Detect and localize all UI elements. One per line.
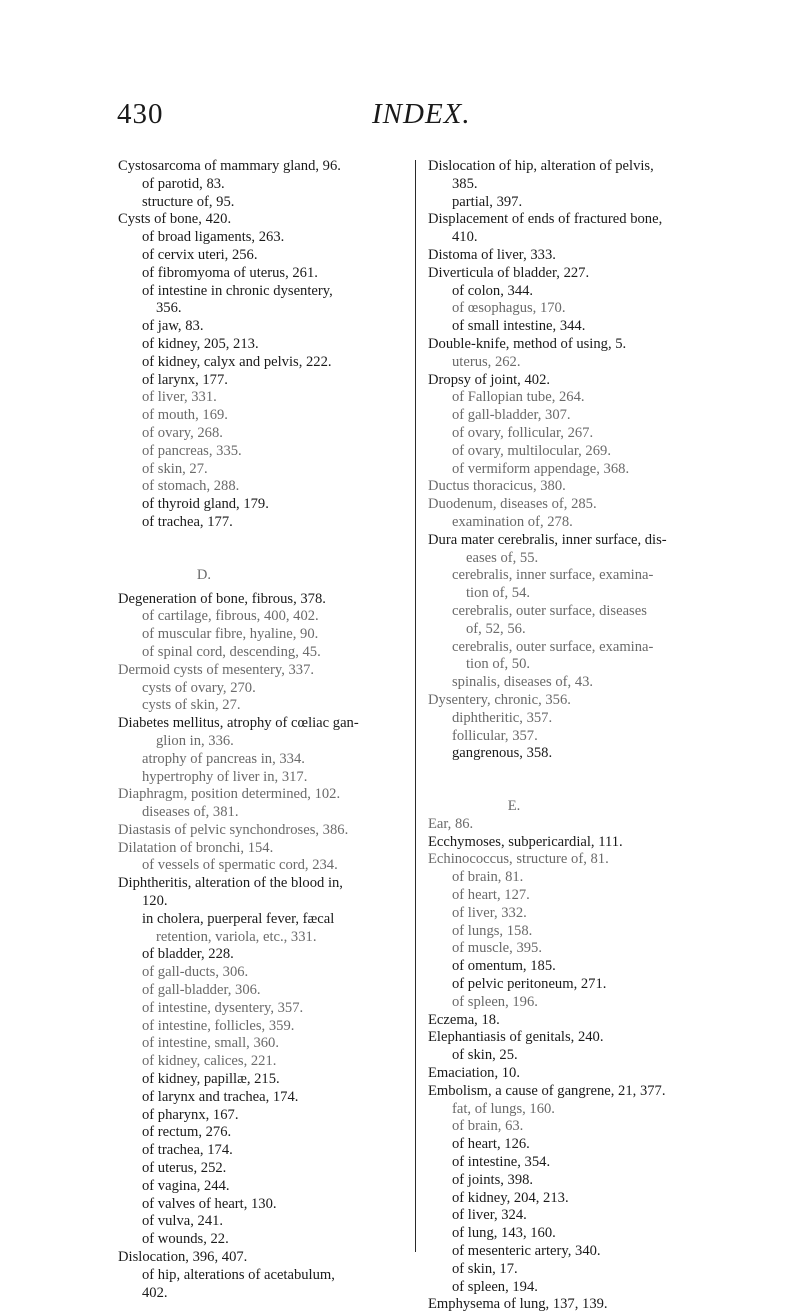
index-entry-continuation: retention, variola, etc., 331. (156, 928, 317, 945)
index-entry: Elephantiasis of genitals, 240. (428, 1029, 604, 1046)
index-subentry: fat, of lungs, 160. (452, 1100, 555, 1117)
index-entry: Dysentery, chronic, 356. (428, 691, 571, 708)
index-subentry: of uterus, 252. (142, 1160, 227, 1177)
index-entry: Diastasis of pelvic synchondroses, 386. (118, 821, 349, 838)
index-subentry: of thyroid gland, 179. (142, 496, 269, 513)
index-subentry: of rectum, 276. (142, 1124, 232, 1141)
index-subentry: in cholera, puerperal fever, fæcal (142, 910, 335, 927)
index-subentry: of larynx and trachea, 174. (142, 1088, 299, 1105)
running-head: INDEX. (372, 98, 471, 130)
index-subentry: of lungs, 158. (452, 922, 533, 939)
index-entry: Degeneration of bone, fibrous, 378. (118, 590, 326, 607)
index-subentry: of Fallopian tube, 264. (452, 389, 585, 406)
index-entry: Duodenum, diseases of, 285. (428, 496, 597, 513)
index-subentry: cerebralis, outer surface, diseases (452, 602, 647, 619)
page-number: 430 (117, 98, 164, 130)
index-subentry: of brain, 63. (452, 1118, 524, 1135)
index-subentry: of broad ligaments, 263. (142, 229, 285, 246)
index-entry: Eczema, 18. (428, 1011, 500, 1028)
index-entry: Diaphragm, position determined, 102. (118, 786, 341, 803)
index-subentry: cysts of ovary, 270. (142, 679, 256, 696)
index-entry: Cysts of bone, 420. (118, 211, 232, 228)
index-subentry: of spleen, 194. (452, 1278, 538, 1295)
index-subentry: of bladder, 228. (142, 946, 234, 963)
index-entry: Displacement of ends of fractured bone, (428, 211, 663, 228)
index-subentry: of kidney, calyx and pelvis, 222. (142, 353, 332, 370)
index-subentry: of brain, 81. (452, 869, 524, 886)
index-subentry: follicular, 357. (452, 727, 538, 744)
index-subentry: of kidney, 205, 213. (142, 335, 259, 352)
index-entry: Diphtheritis, alteration of the blood in, (118, 875, 343, 892)
index-subentry: of muscular fibre, hyaline, 90. (142, 626, 319, 643)
index-subentry: of omentum, 185. (452, 958, 556, 975)
page-header (0, 98, 800, 138)
index-subentry: of skin, 17. (452, 1260, 518, 1277)
index-subentry: of jaw, 83. (142, 318, 204, 335)
index-subentry: of fibromyoma of uterus, 261. (142, 264, 318, 281)
index-subentry: of small intestine, 344. (452, 318, 586, 335)
index-subentry: of spleen, 196. (452, 993, 538, 1010)
index-subentry: of skin, 25. (452, 1047, 518, 1064)
index-subentry: of ovary, 268. (142, 424, 223, 441)
index-subentry: of trachea, 174. (142, 1142, 233, 1159)
index-subentry: of intestine in chronic dysentery, (142, 282, 333, 299)
index-subentry: of kidney, calices, 221. (142, 1053, 277, 1070)
index-subentry: of vermiform appendage, 368. (452, 460, 630, 477)
index-subentry: of muscle, 395. (452, 940, 542, 957)
index-entry: Double-knife, method of using, 5. (428, 335, 627, 352)
index-entry: Ductus thoracicus, 380. (428, 478, 566, 495)
index-subentry: of heart, 126. (452, 1136, 530, 1153)
index-entry: Dislocation of hip, alteration of pelvis, (428, 158, 654, 174)
index-entry: Diabetes mellitus, atrophy of cœliac gan- (118, 715, 359, 732)
index-entry-continuation: 120. (142, 893, 168, 910)
index-subentry: of pancreas, 335. (142, 442, 242, 459)
index-subentry: of gall-bladder, 307. (452, 407, 571, 424)
index-subentry: of kidney, 204, 213. (452, 1189, 569, 1206)
index-subentry: of gall-ducts, 306. (142, 964, 249, 981)
index-subentry: of gall-bladder, 306. (142, 982, 261, 999)
index-subentry: cerebralis, inner surface, examina- (452, 567, 654, 584)
index-subentry: of pelvic peritoneum, 271. (452, 976, 607, 993)
index-subentry: of skin, 27. (142, 460, 208, 477)
index-subentry: of trachea, 177. (142, 513, 233, 530)
index-subentry: spinalis, diseases of, 43. (452, 674, 594, 691)
index-subentry: of liver, 324. (452, 1207, 527, 1224)
index-entry-continuation: glion in, 336. (156, 732, 234, 749)
index-subentry: of hip, alterations of acetabulum, (142, 1266, 335, 1283)
index-subentry: of œsophagus, 170. (452, 300, 566, 317)
index-entry: Emaciation, 10. (428, 1065, 520, 1082)
index-subentry: of vagina, 244. (142, 1177, 230, 1194)
index-subentry: hypertrophy of liver in, 317. (142, 768, 308, 785)
index-entry-continuation: tion of, 50. (466, 656, 531, 673)
index-subentry: of wounds, 22. (142, 1231, 229, 1248)
index-subentry: of intestine, dysentery, 357. (142, 999, 304, 1016)
index-subentry: of vessels of spermatic cord, 234. (142, 857, 338, 874)
column-divider (415, 160, 416, 1252)
index-entry: Diverticula of bladder, 227. (428, 264, 590, 281)
index-entry-continuation: 402. (142, 1284, 168, 1301)
index-subentry: of ovary, multilocular, 269. (452, 442, 611, 459)
index-subentry: of colon, 344. (452, 282, 534, 299)
index-subentry: of valves of heart, 130. (142, 1195, 277, 1212)
index-entry-continuation: 410. (452, 229, 478, 246)
index-entry: Dropsy of joint, 402. (428, 371, 551, 388)
section-letter: E. (507, 798, 521, 815)
section-spacer (118, 532, 410, 567)
index-subentry: of liver, 332. (452, 904, 527, 921)
index-subentry: of heart, 127. (452, 887, 530, 904)
index-entry-continuation: eases of, 55. (466, 549, 539, 566)
index-subentry: of lung, 143, 160. (452, 1225, 556, 1242)
index-column-right (428, 158, 720, 1314)
index-subentry: of larynx, 177. (142, 371, 228, 388)
index-entry-continuation: 385. (452, 175, 478, 192)
index-entry: Distoma of liver, 333. (428, 246, 556, 263)
index-subentry: of joints, 398. (452, 1171, 534, 1188)
index-subentry: of ovary, follicular, 267. (452, 424, 594, 441)
index-subentry: cysts of skin, 27. (142, 697, 241, 714)
index-subentry: gangrenous, 358. (452, 745, 553, 762)
index-subentry: of cartilage, fibrous, 400, 402. (142, 608, 319, 625)
index-subentry: of pharynx, 167. (142, 1106, 239, 1123)
index-subentry: of intestine, follicles, 359. (142, 1017, 295, 1034)
index-entry: Emphysema of lung, 137, 139. (428, 1296, 608, 1313)
index-subentry: uterus, 262. (452, 353, 521, 370)
index-entry: Echinococcus, structure of, 81. (428, 851, 609, 868)
index-entry: Embolism, a cause of gangrene, 21, 377. (428, 1082, 666, 1099)
index-subentry: of spinal cord, descending, 45. (142, 643, 321, 660)
index-subentry: of parotid, 83. (142, 175, 225, 192)
index-entry: Dilatation of bronchi, 154. (118, 839, 274, 856)
index-subentry: diseases of, 381. (142, 804, 239, 821)
index-subentry: partial, 397. (452, 193, 523, 210)
index-entry: Dislocation, 396, 407. (118, 1249, 248, 1266)
index-entry: Ecchymoses, subpericardial, 111. (428, 833, 623, 850)
index-entry: Dermoid cysts of mesentery, 337. (118, 661, 315, 678)
index-entry-continuation: of, 52, 56. (466, 620, 526, 637)
index-subentry: of intestine, 354. (452, 1154, 551, 1171)
index-entry: Dura mater cerebralis, inner surface, dis- (428, 531, 667, 548)
section-spacer (428, 763, 720, 798)
index-subentry: examination of, 278. (452, 513, 573, 530)
index-subentry: of vulva, 241. (142, 1213, 224, 1230)
index-subentry: structure of, 95. (142, 193, 235, 210)
index-entry: Ear, 86. (428, 815, 474, 832)
index-subentry: of stomach, 288. (142, 478, 240, 495)
index-subentry: atrophy of pancreas in, 334. (142, 750, 305, 767)
index-entry-continuation: 356. (156, 300, 182, 317)
index-subentry: diphtheritic, 357. (452, 709, 553, 726)
index-subentry: cerebralis, outer surface, examina- (452, 638, 654, 655)
index-subentry: of cervix uteri, 256. (142, 246, 258, 263)
section-letter: D. (196, 566, 212, 583)
index-entry-continuation: tion of, 54. (466, 585, 531, 602)
index-subentry: of kidney, papillæ, 215. (142, 1071, 280, 1088)
index-subentry: of mouth, 169. (142, 407, 228, 424)
index-entry: Cystosarcoma of mammary gland, 96. (118, 158, 341, 174)
index-subentry: of intestine, small, 360. (142, 1035, 280, 1052)
index-column-left (118, 158, 410, 1302)
index-subentry: of liver, 331. (142, 389, 217, 406)
index-subentry: of mesenteric artery, 340. (452, 1243, 601, 1260)
